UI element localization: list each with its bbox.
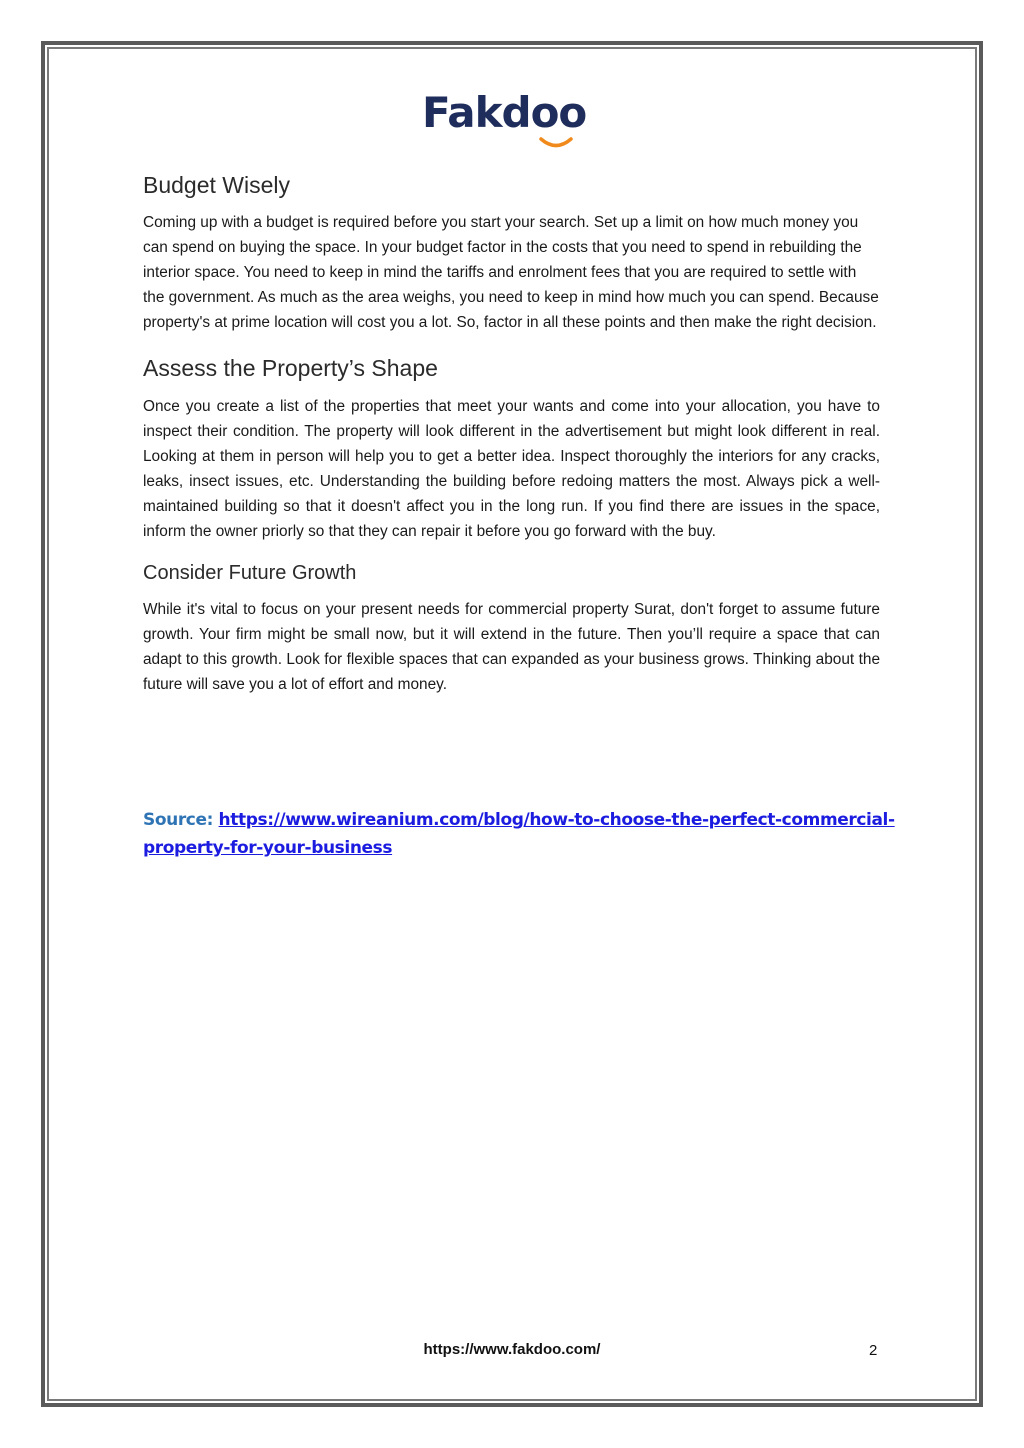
section-body-growth: While it's vital to focus on your present needs for commercial property Surat, don't forget to assume future growth. Your firm might be small now, but it will extend in the future. Then you’ll require a space that can adapt to this growth. Look for flexible spaces that can expanded as your business grows. Thinking about the future will save you a lot of effort and money. xyxy=(143,601,880,693)
footer-url[interactable]: https://www.fakdoo.com/ xyxy=(423,1341,601,1358)
page-number: 2 xyxy=(869,1342,878,1359)
source-label: Source: xyxy=(143,810,214,830)
fakdoo-logo xyxy=(422,88,602,156)
section-heading-budget: Budget Wisely xyxy=(143,172,291,198)
section-heading-assess: Assess the Property’s Shape xyxy=(143,355,438,381)
logo-text: Fakdoo xyxy=(422,88,587,137)
article-content xyxy=(143,168,880,697)
section-heading-growth: Consider Future Growth xyxy=(143,562,357,584)
source-link-line1: https://www.wireanium.com/blog/how-to-choose-the-perfect-commercial- xyxy=(218,810,895,830)
source-link[interactable] xyxy=(143,810,895,858)
source-link-line2: property-for-your-business xyxy=(143,838,393,858)
section-body-budget: Coming up with a budget is required before you start your search. Set up a limit on how much money you can spend on buying the space. In your budget factor in the costs that you need to spend in rebuilding the interior space. You need to keep in mind the tariffs and enrolment fees that you are required to settle with the government. As much as the area weighs, you need to keep in mind how much you can spend. Because property's at prime location will cost you a lot. So, factor in all these points and then make the right decision. xyxy=(143,214,879,331)
source-citation xyxy=(143,806,903,862)
smile-icon xyxy=(538,136,574,150)
section-body-assess: Once you create a list of the properties that meet your wants and come into your allocation, you have to inspect their condition. The property will look different in the advertisement but might look different in real. Looking at them in person will help you to get a better idea. Inspect thoroughly the interiors for any cracks, leaks, insect issues, etc. Understanding the building before redoing matters the most. Always pick a well-maintained building so that it doesn't affect you in the long run. If you find there are issues in the space, inform the owner priorly so that they can repair it before you go forward with the buy. xyxy=(143,398,880,540)
